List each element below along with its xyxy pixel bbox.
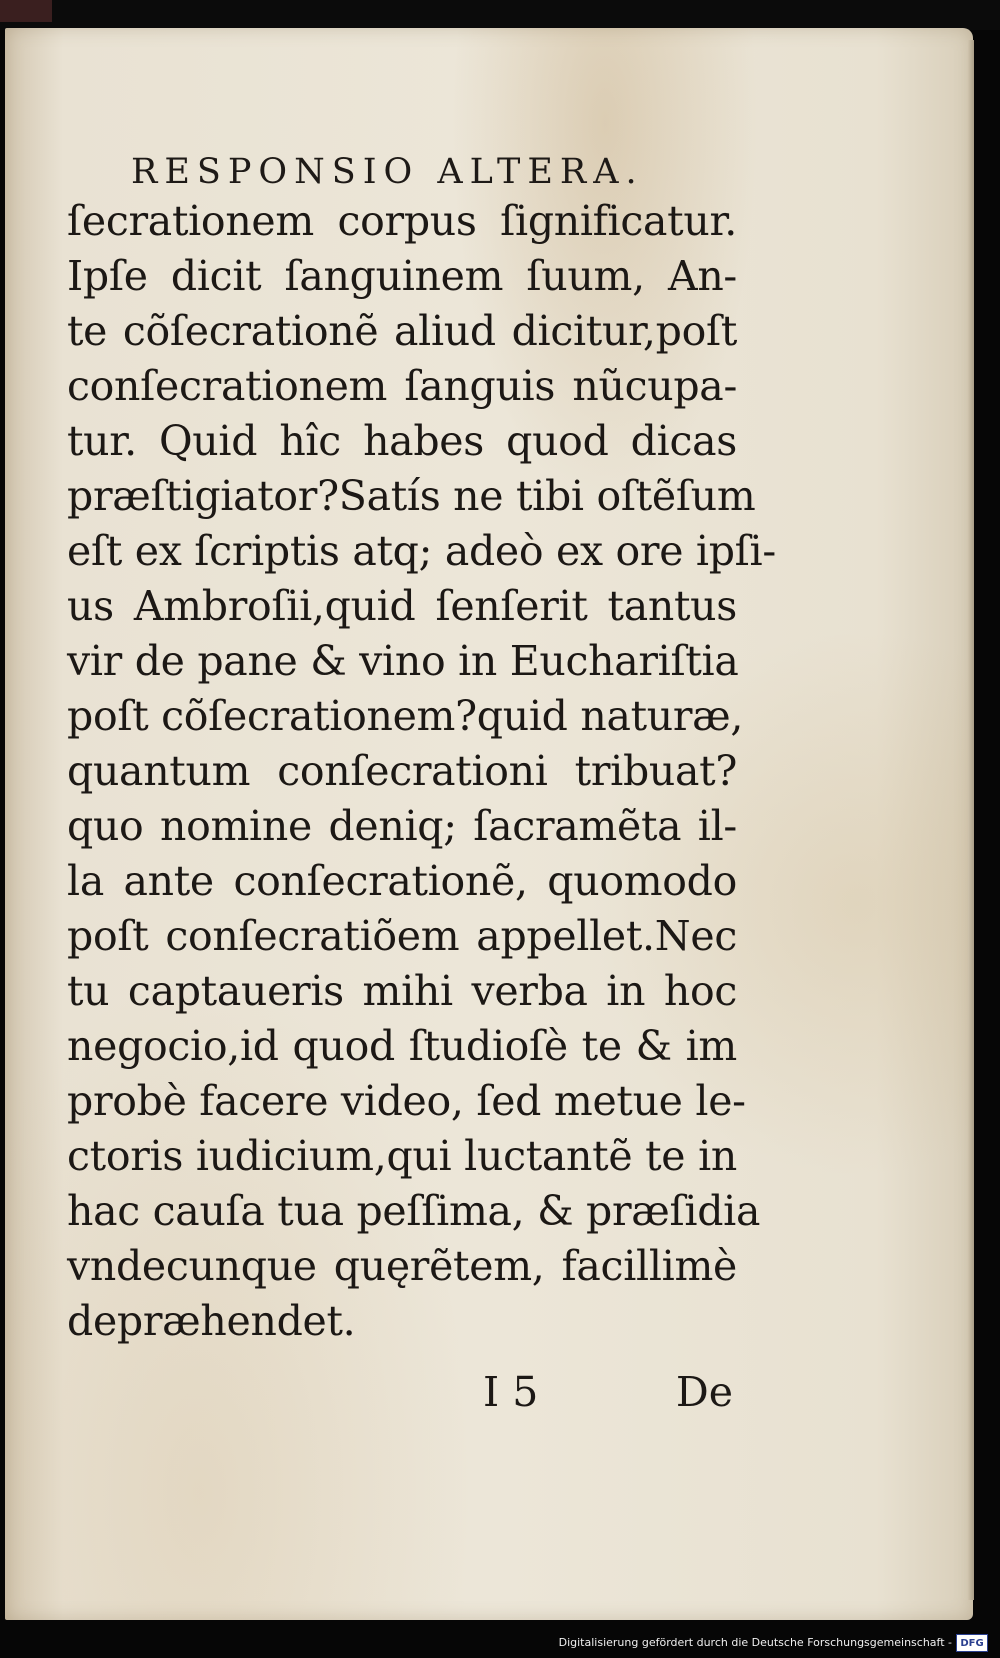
text-line: us Ambroſii,quid ſenſerit tantus (67, 582, 737, 630)
funding-credit: Digitalisierung gefördert durch die Deutsche Forschungsgemeinschaft - (558, 1636, 952, 1649)
text-line: Ipſe dicit ſanguinem ſuum, An- (67, 252, 737, 300)
signature-mark: I 5 (483, 1368, 539, 1416)
text-line: te cõſecrationẽ aliud dicitur,poſt (67, 307, 737, 355)
text-line: hac cauſa tua peſſima, & præſidia (67, 1187, 761, 1235)
dfg-logo: DFG (956, 1634, 988, 1652)
text-line: præſtigiator?Satís ne tibi oſtẽſum (67, 472, 756, 520)
scan-corner-mark (0, 0, 52, 22)
text-line: quantum conſecrationi tribuat? (67, 747, 737, 795)
book-page (5, 28, 973, 1620)
text-line: tur. Quid hîc habes quod dicas (67, 417, 737, 465)
text-line: depræhendet. (67, 1297, 356, 1345)
text-line: conſecrationem ſanguis nũcupa- (67, 362, 737, 410)
text-line: vir de pane & vino in Euchariſtia (67, 637, 739, 685)
body-text (67, 194, 776, 1349)
scan-frame-top (0, 0, 1000, 30)
text-line: poſt conſecratiõem appellet.Nec (67, 912, 737, 960)
text-line: negocio,id quod ſtudioſè te & im (67, 1022, 737, 1070)
text-line: tu captaueris mihi verba in hoc (67, 967, 737, 1015)
running-head: RESPONSIO ALTERA. (131, 152, 644, 192)
page-edge (968, 40, 974, 1600)
text-line: quo nomine deniq; ſacramẽta il- (67, 802, 737, 850)
text-line: eſt ex ſcriptis atq; adeò ex ore ipſi- (67, 527, 776, 575)
page-footer-marks (483, 1368, 733, 1416)
text-line: vndecunque quęrẽtem, facillimè (67, 1242, 737, 1290)
digitization-footer (0, 1620, 1000, 1658)
text-line: la ante conſecrationẽ, quomodo (67, 857, 737, 905)
text-line: poſt cõſecrationem?quid naturæ, (67, 692, 744, 740)
text-line: ſecrationem corpus ſignificatur. (67, 197, 737, 245)
catchword: De (675, 1368, 733, 1416)
text-line: probè facere video, ſed metue le- (67, 1077, 746, 1125)
text-line: ctoris iudicium,qui luctantẽ te in (67, 1132, 737, 1180)
